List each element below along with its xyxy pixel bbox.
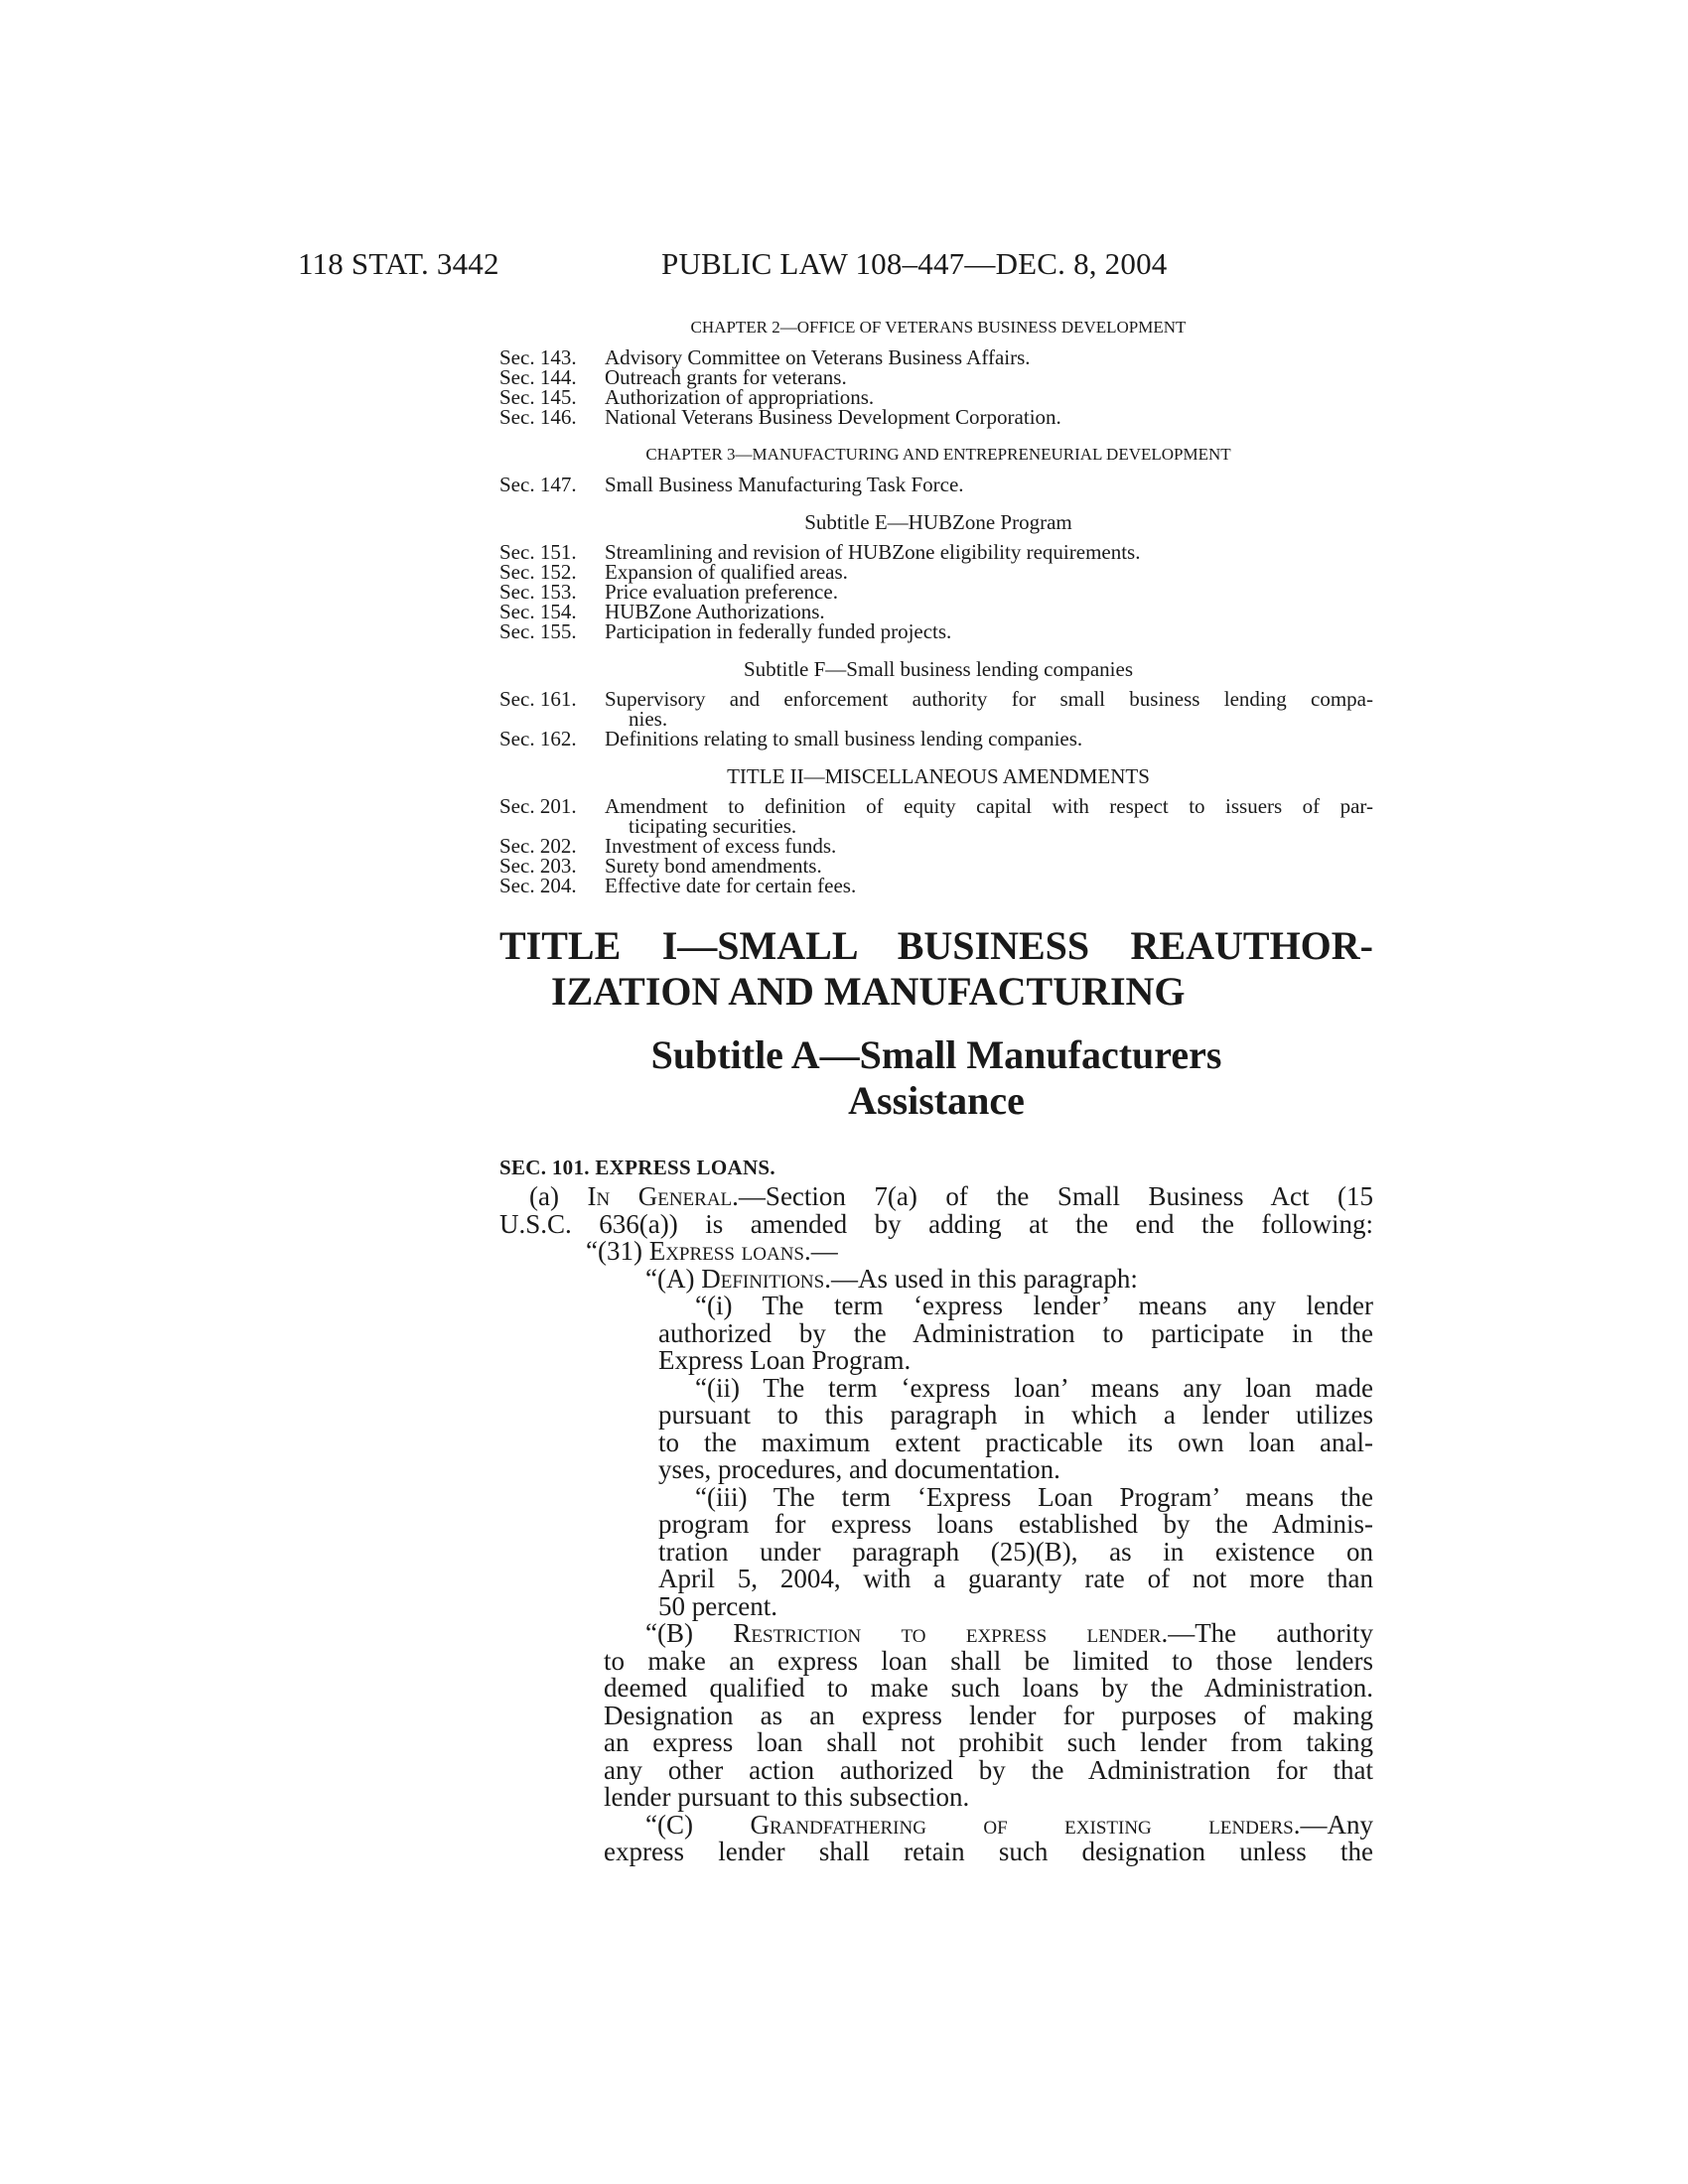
paragraph-31-heading: “(31) Express loans.— [586, 1236, 838, 1266]
section-heading: SEC. 101. EXPRESS LOANS. [499, 1156, 775, 1179]
clause-iii-line: “(iii) The term ‘Express Loan Program’ means the [695, 1482, 1373, 1512]
subparagraph-b-line: lender pursuant to this subsection. [604, 1782, 970, 1812]
toc-subtitle-f-heading: Subtitle F—Small business lending companies [744, 657, 1133, 681]
clause-i-line: “(i) The term ‘express lender’ means any lender [695, 1291, 1373, 1320]
toc-title-2-heading: TITLE II—MISCELLANEOUS AMENDMENTS [727, 764, 1150, 788]
clause-iii-line: April 5, 2004, with a guaranty rate of not more than [658, 1564, 1373, 1593]
toc-subtitle-e-heading: Subtitle E—HUBZone Program [804, 510, 1072, 534]
running-head: PUBLIC LAW 108–447—DEC. 8, 2004 [661, 246, 1168, 281]
clause-ii-line: yses, procedures, and documentation. [658, 1454, 1060, 1484]
clause-ii-line: pursuant to this paragraph in which a lender utilizes [658, 1400, 1373, 1430]
subparagraph-b-heading: “(B) Restriction to express lender.—The authority [645, 1618, 1373, 1648]
subparagraph-b-line: Designation as an express lender for purposes of making [604, 1701, 1373, 1730]
clause-ii-line: “(ii) The term ‘express loan’ means any loan made [695, 1373, 1373, 1403]
clause-i-line: Express Loan Program. [658, 1345, 912, 1375]
subsection-a-line-2: U.S.C. 636(a)) is amended by adding at the end the following: [499, 1209, 1373, 1239]
toc-chapter-2-heading: CHAPTER 2—OFFICE OF VETERANS BUSINESS DEVELOPMENT [690, 318, 1187, 337]
subparagraph-b-line: deemed qualified to make such loans by the Administration. [604, 1673, 1373, 1703]
title-1-heading: TITLE I—SMALL BUSINESS REAUTHOR- IZATION AND MANUFACTURING [499, 923, 1373, 1014]
clause-ii-line: to the maximum extent practicable its own loan anal- [658, 1428, 1373, 1457]
page-stat-number: 118 STAT. 3442 [298, 246, 499, 281]
subparagraph-a-heading: “(A) Definitions.—As used in this paragraph: [645, 1264, 1138, 1294]
subparagraph-c-line: express lender shall retain such designation unless the [604, 1837, 1373, 1866]
subparagraph-b-line: any other action authorized by the Administration for that [604, 1755, 1373, 1785]
clause-iii-line: tration under paragraph (25)(B), as in existence on [658, 1537, 1373, 1567]
subparagraph-b-line: an express loan shall not prohibit such lender from taking [604, 1727, 1373, 1757]
subtitle-a-heading: Subtitle A—Small Manufacturers Assistance [650, 1032, 1222, 1123]
subsection-a-line-1: (a) In General.—Section 7(a) of the Small Business Act (15 [529, 1181, 1374, 1211]
toc-chapter-3-heading: CHAPTER 3—MANUFACTURING AND ENTREPRENEURIAL DEVELOPMENT [645, 445, 1231, 464]
clause-iii-line: 50 percent. [658, 1591, 777, 1621]
subparagraph-b-line: to make an express loan shall be limited to those lenders [604, 1646, 1373, 1676]
subparagraph-c-heading: “(C) Grandfathering of existing lenders.—Any [645, 1810, 1373, 1840]
clause-i-line: authorized by the Administration to participate in the [658, 1318, 1373, 1348]
clause-iii-line: program for express loans established by the Adminis- [658, 1509, 1373, 1539]
